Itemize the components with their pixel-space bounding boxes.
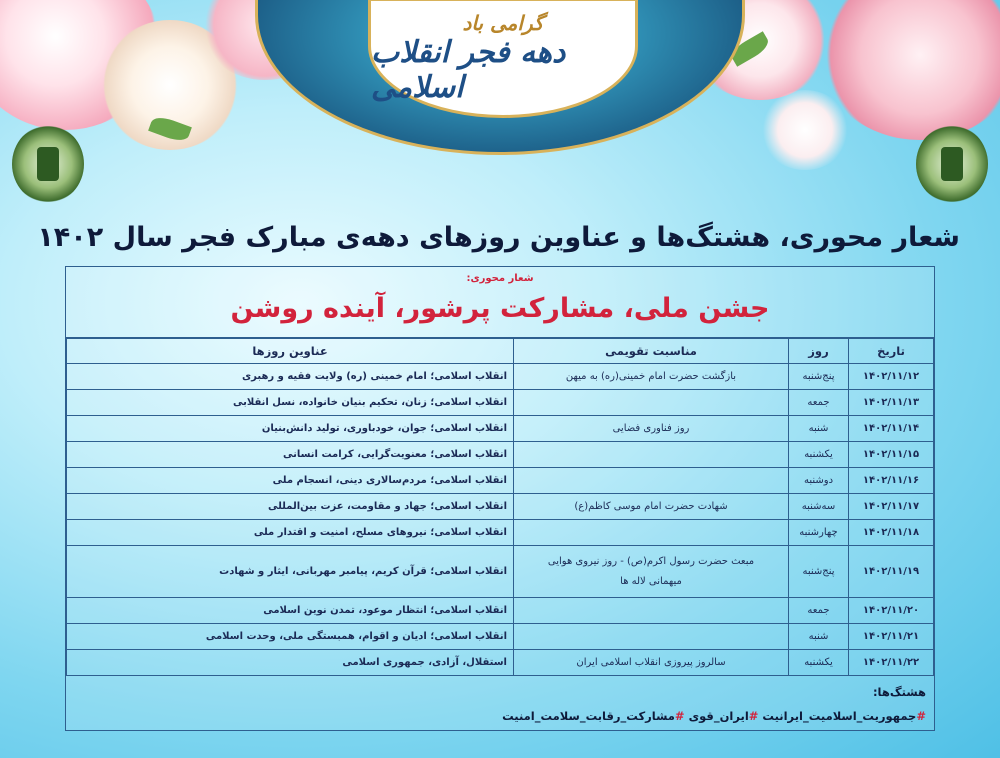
table-row	[67, 416, 934, 442]
cell-day: یکشنبه	[789, 650, 849, 676]
slogan-box	[66, 267, 934, 338]
table-row	[67, 546, 934, 598]
cell-day: جمعه	[789, 390, 849, 416]
table-row	[67, 520, 934, 546]
cell-title: انقلاب اسلامی؛ امام خمینی (ره) ولایت فقیه و رهبری	[67, 364, 514, 390]
header-day: روز	[789, 339, 849, 364]
cell-title: انقلاب اسلامی؛ قرآن کریم، پیامبر مهربانی، ایثار و شهادت	[67, 546, 514, 598]
cell-title: انقلاب اسلامی؛ انتظار موعود، تمدن نوین اسلامی	[67, 598, 514, 624]
table-row	[67, 624, 934, 650]
header-occasion: مناسبت تقویمی	[514, 339, 789, 364]
irgc-emblem-icon	[12, 125, 84, 203]
cell-title: انقلاب اسلامی؛ معنویت‌گرایی، کرامت انسانی	[67, 442, 514, 468]
cell-title: انقلاب اسلامی؛ جوان، خودباوری، تولید دانش‌بنیان	[67, 416, 514, 442]
cell-date: ۱۴۰۲/۱۱/۱۴	[849, 416, 934, 442]
cell-date: ۱۴۰۲/۱۱/۲۰	[849, 598, 934, 624]
cell-date: ۱۴۰۲/۱۱/۱۷	[849, 494, 934, 520]
cell-day: شنبه	[789, 416, 849, 442]
slogan-text: جشن ملی، مشارکت پرشور، آینده روشن	[230, 293, 770, 324]
table-row	[67, 650, 934, 676]
cell-occasion	[514, 390, 789, 416]
cell-day: جمعه	[789, 598, 849, 624]
occasion-line-1: مبعث حضرت رسول اکرم(ص) - روز نیروی هوایی	[547, 555, 755, 567]
cell-title: انقلاب اسلامی؛ زنان، تحکیم بنیان خانواده، نسل انقلابی	[67, 390, 514, 416]
table-row	[67, 598, 934, 624]
days-table	[66, 338, 934, 676]
table-header-row	[67, 339, 934, 364]
hashtags-section	[66, 675, 934, 732]
irgc-emblem-icon	[916, 125, 988, 203]
cell-date: ۱۴۰۲/۱۱/۱۹	[849, 546, 934, 598]
cell-title: انقلاب اسلامی؛ جهاد و مقاومت، عزت بین‌المللی	[67, 494, 514, 520]
calligraphy-main-text: دهه فجر انقلاب اسلامی	[371, 35, 566, 105]
cell-title: انقلاب اسلامی؛ نیروهای مسلح، امنیت و اقتدار ملی	[67, 520, 514, 546]
cell-day: شنبه	[789, 624, 849, 650]
cell-title: انقلاب اسلامی؛ ادیان و اقوام، همبستگی ملی، وحدت اسلامی	[67, 624, 514, 650]
calligraphy-top-text: گرامی باد	[462, 11, 544, 35]
hash-symbol: #	[916, 709, 926, 723]
cell-day: پنج‌شنبه	[789, 546, 849, 598]
hash-symbol: #	[748, 709, 759, 723]
content-frame	[65, 266, 935, 731]
cell-occasion: بازگشت حضرت امام خمینی(ره) به میهن	[514, 364, 789, 390]
cell-occasion	[514, 624, 789, 650]
cell-day: دوشنبه	[789, 468, 849, 494]
slogan-label: شعار محوری:	[466, 273, 534, 284]
hashtags-label: هشتگ‌ها:	[872, 685, 926, 699]
hashtag-text: مشارکت_رقابت_سلامت_امنیت	[502, 709, 675, 723]
cell-day: پنج‌شنبه	[789, 364, 849, 390]
cell-date: ۱۴۰۲/۱۱/۱۲	[849, 364, 934, 390]
cell-date: ۱۴۰۲/۱۱/۱۵	[849, 442, 934, 468]
header-title: عناوین روزها	[67, 339, 514, 364]
cell-date: ۱۴۰۲/۱۱/۱۸	[849, 520, 934, 546]
cell-day: چهارشنبه	[789, 520, 849, 546]
cell-date: ۱۴۰۲/۱۱/۱۳	[849, 390, 934, 416]
table-row	[67, 390, 934, 416]
cell-date: ۱۴۰۲/۱۱/۲۱	[849, 624, 934, 650]
cell-occasion	[514, 546, 789, 598]
cell-day: سه‌شنبه	[789, 494, 849, 520]
cell-title: انقلاب اسلامی؛ مردم‌سالاری دینی، انسجام ملی	[67, 468, 514, 494]
hashtag-text: جمهوریت_اسلامیت_ایرانیت	[762, 709, 917, 723]
cell-occasion	[514, 520, 789, 546]
cell-occasion: روز فناوری فضایی	[514, 416, 789, 442]
table-row	[67, 364, 934, 390]
cell-date: ۱۴۰۲/۱۱/۱۶	[849, 468, 934, 494]
table-row	[67, 494, 934, 520]
cell-occasion	[514, 468, 789, 494]
page-title: شعار محوری، هشتگ‌ها و عناوین روزهای دهه‌ی مبارک فجر سال ۱۴۰۲	[37, 222, 960, 253]
calligraphy-medallion	[255, 0, 745, 155]
cell-occasion: سالروز پیروزی انقلاب اسلامی ایران	[514, 650, 789, 676]
cell-title: استقلال، آزادی، جمهوری اسلامی	[67, 650, 514, 676]
rose-decoration-right-3	[760, 90, 850, 170]
calligraphy-frame	[368, 0, 638, 118]
hashtag-text: ایران_قوی	[688, 709, 749, 723]
cell-date: ۱۴۰۲/۱۱/۲۲	[849, 650, 934, 676]
cell-occasion	[514, 598, 789, 624]
hash-symbol: #	[674, 709, 685, 723]
table-row	[67, 468, 934, 494]
hashtags-line	[502, 709, 926, 723]
table-row	[67, 442, 934, 468]
cell-occasion: شهادت حضرت امام موسی کاظم(ع)	[514, 494, 789, 520]
cell-occasion	[514, 442, 789, 468]
cell-day: یکشنبه	[789, 442, 849, 468]
occasion-line-2: میهمانی لاله ها	[620, 575, 682, 587]
header-date: تاریخ	[849, 339, 934, 364]
